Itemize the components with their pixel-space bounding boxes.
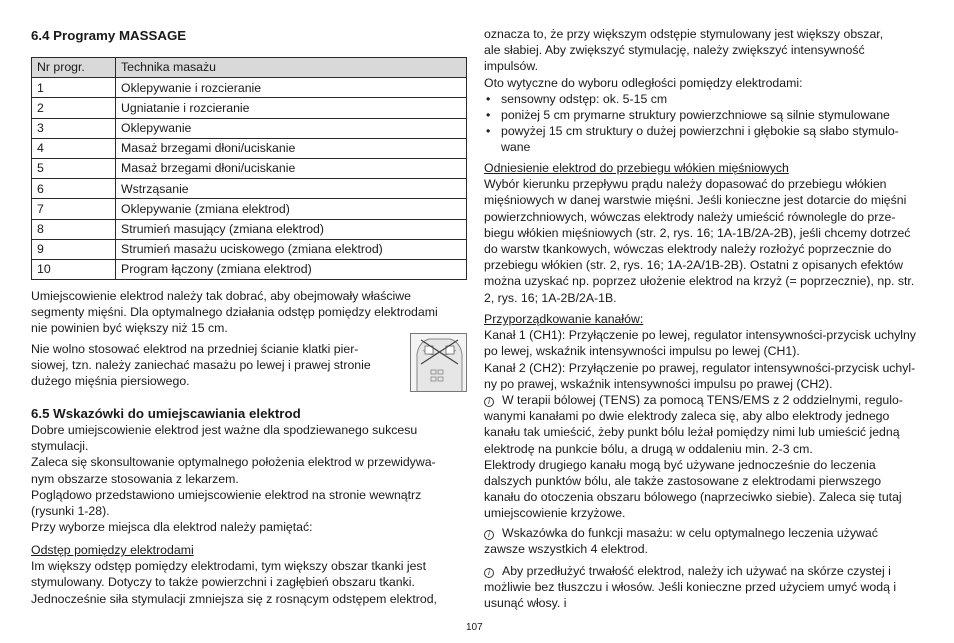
text-line: (rysunki 1-28). bbox=[31, 504, 110, 519]
text-line: wanymi kanałami po dwie elektrody zaleca się, aby albo elektrody jednego bbox=[484, 409, 890, 424]
section-heading-massage: 6.4 Programy MASSAGE bbox=[31, 28, 187, 43]
table-row bbox=[32, 78, 467, 98]
massage-technique-cell: Strumień masażu uciskowego (zmiana elektrod) bbox=[116, 239, 467, 259]
paragraph-distance-continued bbox=[484, 26, 924, 156]
text-line: przebiegu włókien (str. 2, rys. 16; 1A-2A/1B-2B). Ostatni z opisanych efektów bbox=[484, 258, 903, 273]
text-line: stymulacji. bbox=[31, 439, 89, 454]
text-line: dalszych punktów bólu, ale także zastosowane z elektrodami pierwszego bbox=[484, 474, 882, 489]
list-item: • powyżej 15 cm struktury o dużej powierzchni i głębokie są słabo stymulo- wane bbox=[484, 123, 924, 155]
text-line: Nie wolno stosować elektrod na przedniej ścianie klatki pier- bbox=[31, 342, 359, 356]
table-row bbox=[32, 179, 467, 199]
text-line: usunąć włosy. i bbox=[484, 596, 567, 611]
paragraph-electrode-distance bbox=[31, 542, 467, 607]
text-line: Oto wytyczne do wyboru odległości pomiędzy elektrodami: bbox=[484, 75, 803, 90]
paragraph-placement-tips bbox=[31, 422, 467, 535]
text-line: Wybór kierunku przepływu prądu należy dopasować do przebiegu włókien bbox=[484, 177, 887, 192]
table-row bbox=[32, 199, 467, 219]
text-line: elektrodę na punkcie bólu, a drugą w oddaleniu min. 2-3 cm. bbox=[484, 441, 813, 456]
program-number-cell: 5 bbox=[32, 158, 116, 178]
subheading-muscle-fibres: Odniesienie elektrod do przebiegu włókien mięśniowych bbox=[484, 161, 789, 175]
text-line: nie powinien być większy niż 15 cm. bbox=[31, 321, 228, 336]
massage-technique-cell: Masaż brzegami dłoni/uciskanie bbox=[116, 138, 467, 158]
distance-guidelines-list bbox=[484, 91, 924, 156]
text-line: mięśniowych w danej warstwie mięśni. Jeśli konieczne jest dotarcie do mięśni bbox=[484, 193, 907, 208]
table-row bbox=[32, 158, 467, 178]
program-number-cell: 3 bbox=[32, 118, 116, 138]
text-line: segmenty mięśni. Dla optymalnego działania odstęp pomiędzy elektrodami bbox=[31, 305, 438, 320]
text-line: biegu włókien mięśniowych (str. 2, rys. 16; 1A-1B/2A-2B), jeśli chcemy dotrzeć bbox=[484, 225, 911, 240]
text-line: Im większy odstęp pomiędzy elektrodami, tym większy obszar tkanki jest bbox=[31, 559, 427, 574]
paragraph-electrode-placement bbox=[31, 288, 467, 337]
info-icon: i bbox=[484, 397, 494, 407]
program-number-cell: 7 bbox=[32, 199, 116, 219]
text-line: Wskazówka do funkcji masażu: w celu optymalnego leczenia używać bbox=[502, 526, 878, 540]
text-line: oznacza to, że przy większym odstępie stymulowany jest większy obszar, bbox=[484, 27, 884, 41]
text-line: zawsze wszystkich 4 elektrod. bbox=[484, 542, 649, 557]
text-line: powierzchniowych, wówczas elektrody należy umieścić równolegle do prze- bbox=[484, 209, 896, 224]
program-number-cell: 6 bbox=[32, 179, 116, 199]
text-line: ny po prawej, wskaźnik intensywności impulsu po prawej (CH2). bbox=[484, 376, 833, 391]
text-line: można uzyskać np. poprzez ułożenie elektrod na krzyż (= poprzecznie), np. str. bbox=[484, 274, 915, 289]
program-number-cell: 10 bbox=[32, 259, 116, 279]
text-line: umiejscowienie krzyżowe. bbox=[484, 506, 626, 521]
paragraph-tens-therapy bbox=[484, 392, 924, 522]
subheading-channels: Przyporządkowanie kanałów: bbox=[484, 312, 644, 326]
info-icon: i bbox=[484, 568, 494, 578]
program-number-cell: 4 bbox=[32, 138, 116, 158]
text-line: Aby przedłużyć trwałość elektrod, należy ich używać na skórze czystej i bbox=[502, 564, 891, 578]
text-line: siowej, tzn. należy zaniechać masażu po lewej i prawej stronie bbox=[31, 358, 371, 373]
list-item: • poniżej 5 cm prymarne struktury powierzchniowe są silnie stymulowane bbox=[484, 107, 924, 123]
text-line: do warstw tkankowych, wówczas elektrody należy rozłożyć poprzecznie do bbox=[484, 242, 892, 257]
massage-technique-cell: Oklepywanie i rozcieranie bbox=[116, 78, 467, 98]
paragraph-electrode-care bbox=[484, 563, 924, 612]
text-line: po lewej, wskaźnik intensywności impulsu po lewej (CH1). bbox=[484, 344, 800, 359]
text-line: impulsów. bbox=[484, 59, 538, 74]
massage-technique-cell: Masaż brzegami dłoni/uciskanie bbox=[116, 158, 467, 178]
massage-technique-cell: Wstrząsanie bbox=[116, 179, 467, 199]
text-line: Dobre umiejscowienie elektrod jest ważne dla spodziewanego sukcesu bbox=[31, 423, 418, 437]
page-number: 107 bbox=[466, 622, 483, 633]
program-number-cell: 2 bbox=[32, 98, 116, 118]
text-line: Kanał 2 (CH2): Przyłączenie po prawej, regulator intensywności-przycisk uchyl- bbox=[484, 360, 916, 375]
table-row bbox=[32, 138, 467, 158]
subheading-electrode-distance: Odstęp pomiędzy elektrodami bbox=[31, 543, 194, 557]
text-line: Zaleca się skonsultowanie optymalnego położenia elektrod w przewidywa- bbox=[31, 455, 436, 470]
text-line: 2, rys. 16; 1A-2B/2A-1B. bbox=[484, 290, 617, 305]
massage-technique-cell: Oklepywanie (zmiana elektrod) bbox=[116, 199, 467, 219]
program-number-cell: 9 bbox=[32, 239, 116, 259]
table-row bbox=[32, 98, 467, 118]
text-line: dużego mięśnia piersiowego. bbox=[31, 374, 190, 389]
list-item: • sensowny odstęp: ok. 5-15 cm bbox=[484, 91, 924, 107]
chest-electrode-illustration bbox=[410, 333, 467, 392]
massage-technique-cell: Oklepywanie bbox=[116, 118, 467, 138]
text-line: możliwie bez tłuszczu i włosów. Jeśli konieczne przed użyciem umyć wodą i bbox=[484, 580, 897, 595]
paragraph-channels bbox=[484, 311, 924, 392]
text-line: ale słabiej. Aby zwiększyć stymulację, należy zwiększyć intensywność bbox=[484, 43, 865, 58]
paragraph-chest-warning bbox=[31, 341, 411, 390]
table-row bbox=[32, 259, 467, 279]
program-number-cell: 8 bbox=[32, 219, 116, 239]
massage-programs-table bbox=[31, 57, 467, 280]
section-heading-electrodes: 6.5 Wskazówki do umiejscawiania elektrod bbox=[31, 406, 301, 421]
table-row bbox=[32, 219, 467, 239]
table-row bbox=[32, 239, 467, 259]
table-header-row bbox=[32, 58, 467, 78]
table-row bbox=[32, 118, 467, 138]
text-line: Przy wyborze miejsca dla elektrod należy pamiętać: bbox=[31, 520, 313, 535]
massage-technique-cell: Strumień masujący (zmiana elektrod) bbox=[116, 219, 467, 239]
text-line: nym obszarze stosowania z lekarzem. bbox=[31, 471, 239, 486]
massage-technique-cell: Ugniatanie i rozcieranie bbox=[116, 98, 467, 118]
paragraph-muscle-fibres bbox=[484, 160, 924, 306]
text-line: Umiejscowienie elektrod należy tak dobrać, aby obejmowały właściwe bbox=[31, 289, 412, 303]
table-header-cell: Nr progr. bbox=[32, 58, 116, 78]
table-header-cell: Technika masażu bbox=[116, 58, 467, 78]
paragraph-massage-tip bbox=[484, 525, 924, 557]
torso-figure-icon bbox=[411, 334, 467, 392]
info-icon: i bbox=[484, 530, 494, 540]
text-line: stymulowany. Dotyczy to także powierzchni i zagłębień obszaru tkanki. bbox=[31, 575, 415, 590]
massage-technique-cell: Program łączony (zmiana elektrod) bbox=[116, 259, 467, 279]
text-line: W terapii bólowej (TENS) za pomocą TENS/EMS z 2 oddzielnymi, regulo- bbox=[502, 393, 903, 407]
text-line: Poglądowo przedstawiono umiejscowienie elektrod na stronie wewnątrz bbox=[31, 487, 422, 502]
text-line: kanału tak umieścić, żeby punkt bólu leżał pomiędzy nimi lub umieścić jedną bbox=[484, 425, 900, 440]
text-line: Kanał 1 (CH1): Przyłączenie po lewej, regulator intensywności-przycisk uchylny bbox=[484, 328, 916, 343]
text-line: kanału do otoczenia obszaru bólowego (naprzeciwko siebie). Zaleca się tutaj bbox=[484, 490, 902, 505]
text-line: Elektrody drugiego kanału mogą być używane jednocześnie do leczenia bbox=[484, 457, 876, 472]
table-body bbox=[32, 78, 467, 280]
program-number-cell: 1 bbox=[32, 78, 116, 98]
text-line: Jednocześnie siła stymulacji zmniejsza się z rosnącym odstępem elektrod, bbox=[31, 591, 437, 606]
